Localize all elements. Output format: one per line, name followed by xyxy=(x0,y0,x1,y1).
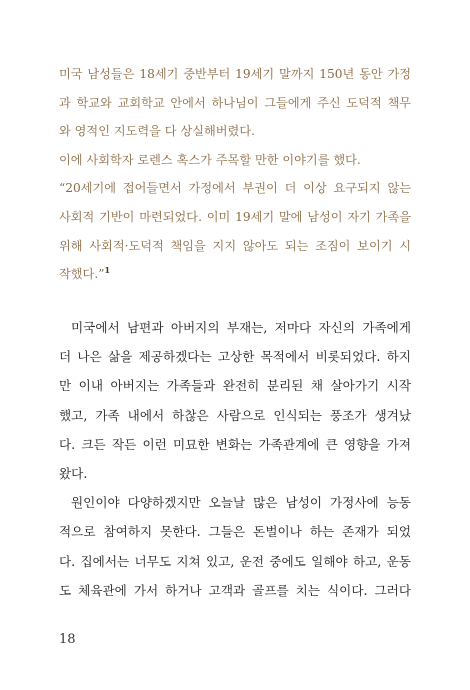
footnote-marker: 1 xyxy=(104,265,111,276)
quote-line: 이에 사회학자 로렌스 혹스가 주목할 만한 이야기를 했다. xyxy=(59,152,361,167)
block-quote xyxy=(59,60,411,289)
body-text xyxy=(59,313,411,605)
body-line: 더 나은 삶을 제공하겠다는 고상한 목적에서 비롯되었다. 하지 xyxy=(59,349,411,365)
body-line: 만 이내 아버지는 가족들과 완전히 분리된 채 살아가기 시작 xyxy=(59,378,411,394)
body-line: 적으로 참여하지 못한다. 그들은 돈벌이나 하는 존재가 되었 xyxy=(59,524,411,540)
body-line: 했고, 가족 내에서 하찮은 사람으로 인식되는 풍조가 생겨났 xyxy=(59,407,411,423)
quote-line: “20세기에 접어들면서 가정에서 부권이 더 이상 요구되지 않는 xyxy=(59,181,411,196)
body-line: 다. 크든 작든 이런 미묘한 변화는 가족관계에 큰 영향을 가져 xyxy=(59,436,411,452)
quote-line: 위해 사회적·도덕적 책임을 지지 않아도 되는 조짐이 보이기 시 xyxy=(59,238,411,253)
quote-line-text: 작했다.” xyxy=(59,267,105,282)
body-line: 다. 집에서는 너무도 지쳐 있고, 운전 중에도 일해야 하고, 운동 xyxy=(59,553,411,569)
quote-line-last xyxy=(59,260,411,289)
body-line: 도 체육관에 가서 하거나 고객과 골프를 치는 식이다. 그러다 xyxy=(59,582,411,598)
page-number: 18 xyxy=(59,632,76,647)
quote-line: 사회적 기반이 마련되었다. 이미 19세기 말에 남성이 자기 가족을 xyxy=(59,209,411,224)
quote-line: 미국 남성들은 18세기 중반부터 19세기 말까지 150년 동안 가정 xyxy=(59,67,411,81)
quote-line: 와 영적인 지도력을 다 상실해버렸다. xyxy=(59,124,255,139)
body-line: 원인이야 다양하겠지만 오늘날 많은 남성이 가정사에 능동 xyxy=(71,495,411,511)
body-line: 미국에서 남편과 아버지의 부재는, 저마다 자신의 가족에게 xyxy=(71,320,411,335)
quote-line: 과 학교와 교회학교 안에서 하나님이 그들에게 주신 도덕적 책무 xyxy=(59,95,411,110)
body-line: 왔다. xyxy=(59,466,88,482)
